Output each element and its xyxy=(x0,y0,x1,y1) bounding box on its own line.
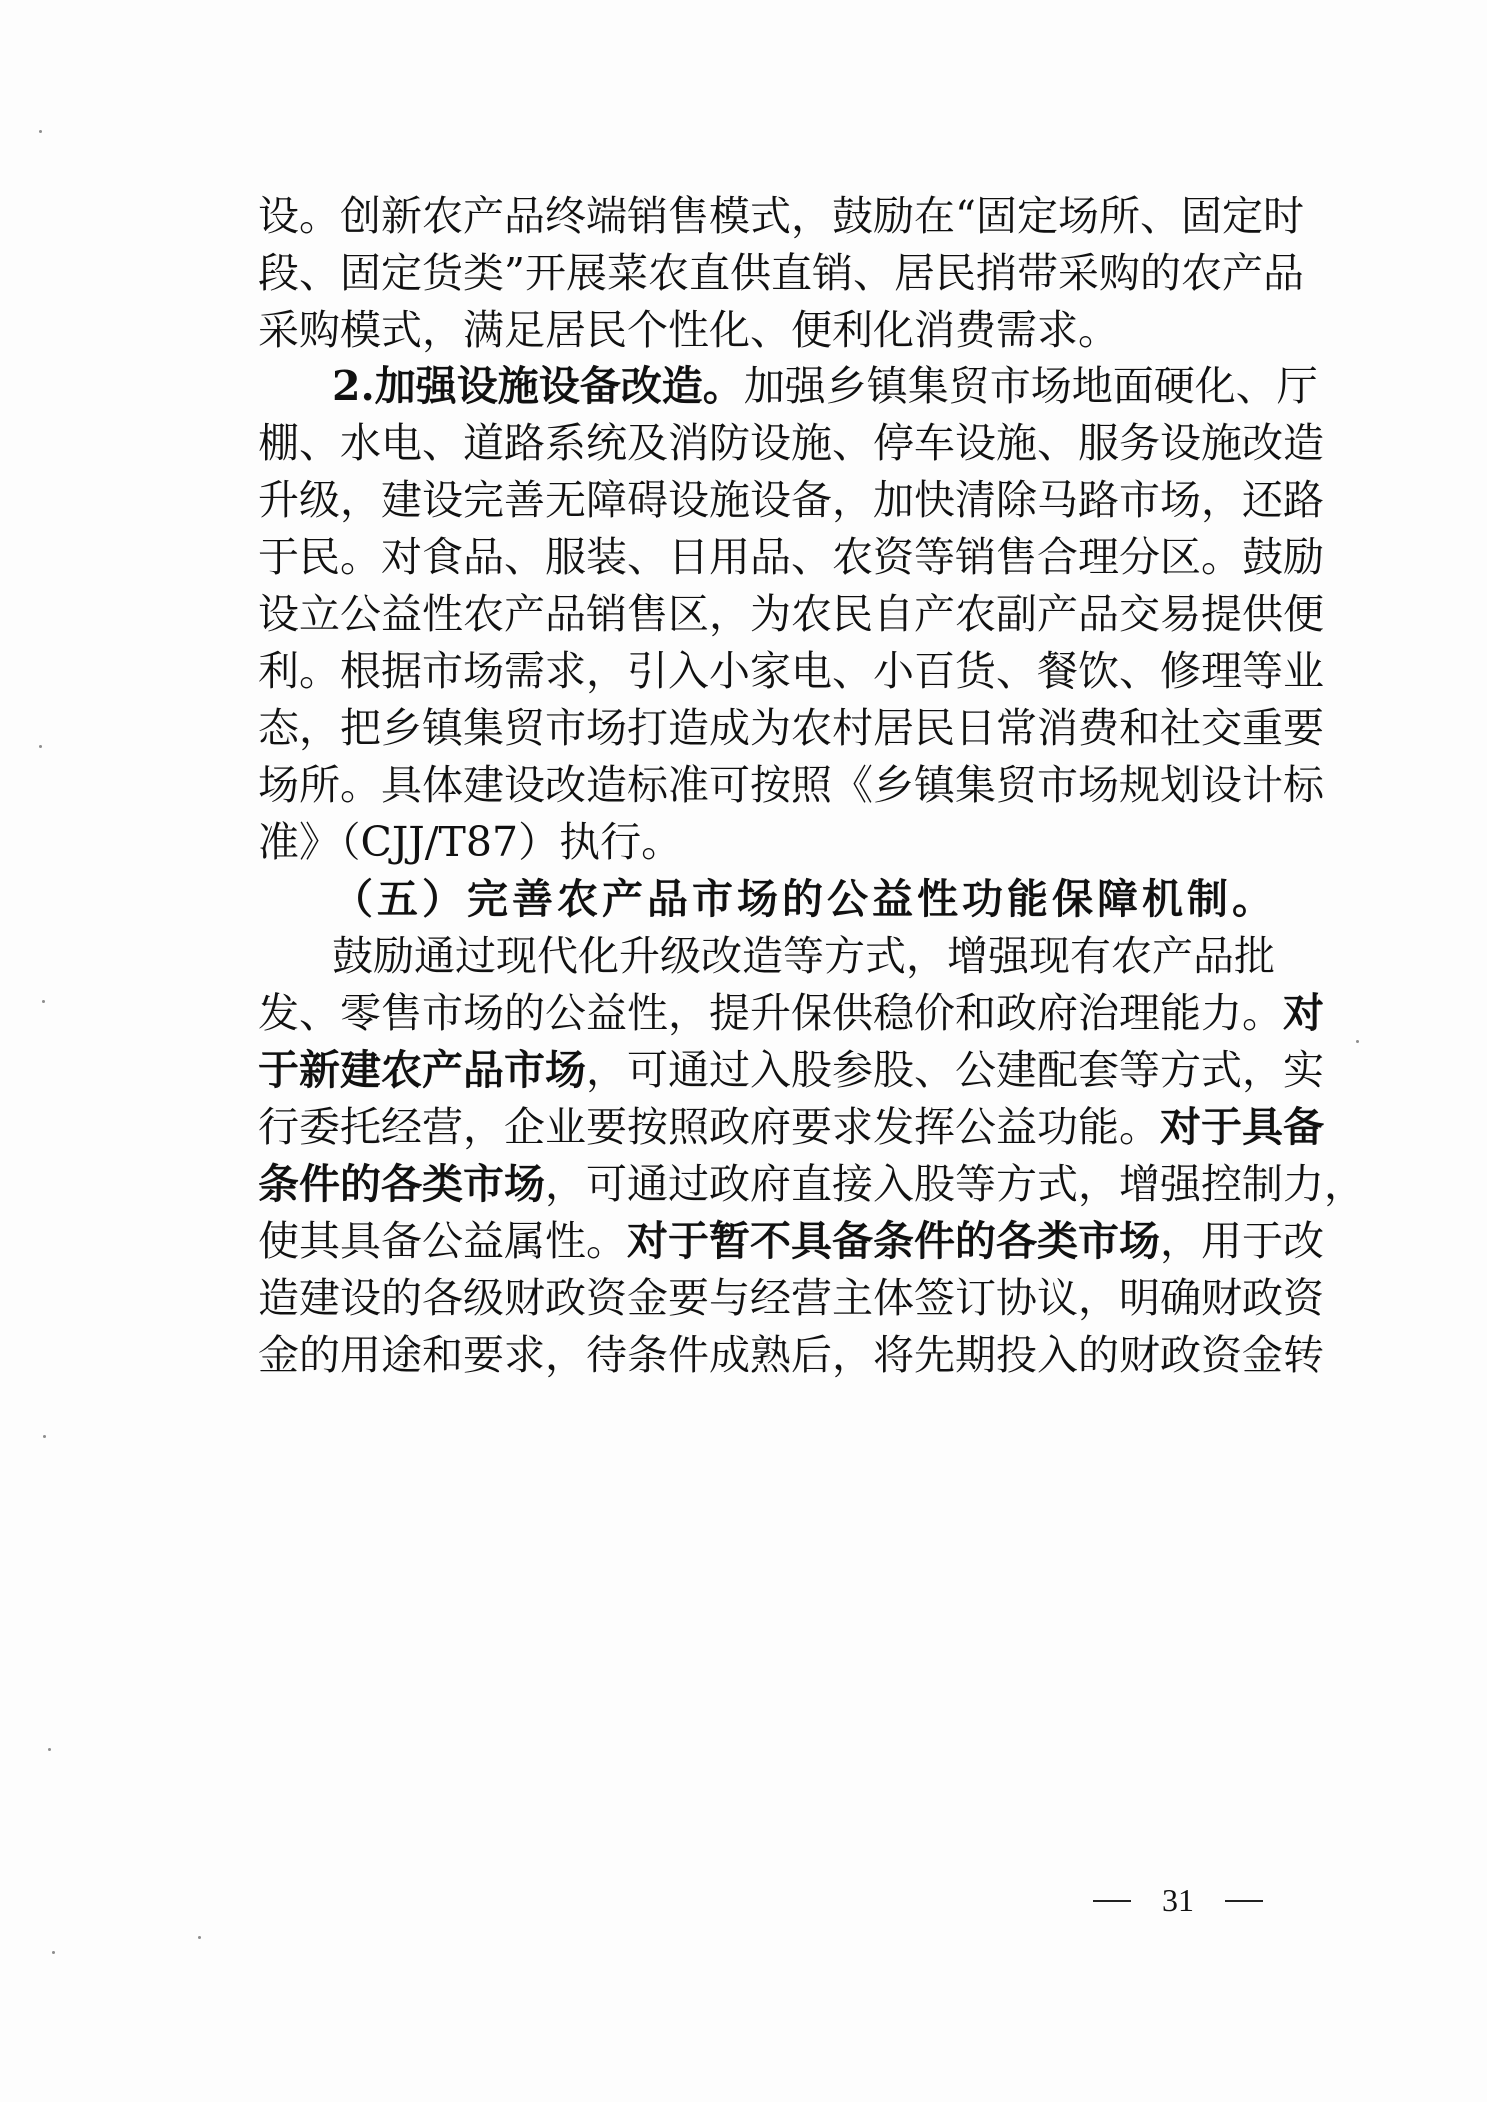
section-heading-text: （五）完善农产品市场的公益性功能保障机制。 xyxy=(332,875,1277,923)
body-text-line xyxy=(258,1099,1324,1155)
body-text-line xyxy=(258,1042,1324,1098)
body-text-line xyxy=(258,985,1324,1041)
text-run: 造建设的各级财政资金要与经营主体签订协议，明确财政资 xyxy=(258,1274,1324,1322)
body-text-line xyxy=(258,529,1324,585)
body-text-line xyxy=(258,700,1324,756)
text-run: 利。根据市场需求，引入小家电、小百货、餐饮、修理等业 xyxy=(258,647,1324,695)
text-run: 发、零售市场的公益性，提升保供稳价和政府治理能力。 xyxy=(258,989,1283,1037)
scan-speck xyxy=(42,1000,45,1003)
text-run: 态，把乡镇集贸市场打造成为农村居民日常消费和社交重要 xyxy=(258,704,1324,752)
text-run: ，可通过政府直接入股等方式，增强控制力， xyxy=(545,1160,1365,1208)
body-text-line xyxy=(258,302,1226,358)
body-text-line xyxy=(258,1156,1365,1212)
body-text-line xyxy=(258,1270,1324,1326)
text-run: 于民。对食品、服装、日用品、农资等销售合理分区。鼓励 xyxy=(258,533,1324,581)
text-run: 采购模式，满足居民个性化、便利化消费需求。 xyxy=(258,306,1119,354)
text-run: 棚、水电、道路系统及消防设施、停车设施、服务设施改造 xyxy=(258,419,1324,467)
scan-speck xyxy=(39,745,42,748)
text-run: ，可通过入股参股、公建配套等方式，实 xyxy=(586,1046,1324,1094)
body-text-line xyxy=(258,1327,1324,1383)
bold-text-run: 对于具备 xyxy=(1160,1103,1324,1151)
body-text-line xyxy=(258,188,1304,244)
body-text-line xyxy=(332,928,1275,984)
body-text-line xyxy=(258,472,1324,528)
bold-text-run: 条件的各类市场 xyxy=(258,1160,545,1208)
scan-speck xyxy=(52,1951,55,1954)
body-text-line xyxy=(258,814,1226,870)
text-run: 鼓励通过现代化升级改造等方式，增强现有农产品批 xyxy=(332,932,1275,980)
scan-speck xyxy=(48,1748,51,1751)
text-run: 使其具备公益属性。 xyxy=(258,1217,627,1265)
text-run: 场所。具体建设改造标准可按照《乡镇集贸市场规划设计标 xyxy=(258,761,1324,809)
page-number-dash-left xyxy=(1093,1900,1131,1902)
subsection-heading: 2.加强设施设备改造。 xyxy=(332,362,744,410)
scan-speck xyxy=(39,130,42,133)
body-text-line xyxy=(258,643,1324,699)
body-text-line xyxy=(258,1213,1324,1269)
body-text-line xyxy=(258,586,1324,642)
page-number-value: 31 xyxy=(1162,1882,1194,1918)
body-text-line xyxy=(258,415,1324,471)
bold-text-run: 于新建农产品市场 xyxy=(258,1046,586,1094)
text-run: 行委托经营，企业要按照政府要求发挥公益功能。 xyxy=(258,1103,1160,1151)
text-run: 设。创新农产品终端销售模式，鼓励在“固定场所、固定时 xyxy=(258,192,1304,240)
scan-speck xyxy=(198,1936,201,1939)
text-run: 段、固定货类”开展菜农直供直销、居民捎带采购的农产品 xyxy=(258,249,1304,297)
subsection-line xyxy=(332,358,1318,414)
page-number-dash-right xyxy=(1225,1900,1263,1902)
text-run: 加强乡镇集贸市场地面硬化、厅 xyxy=(743,362,1318,410)
text-run: 金的用途和要求，待条件成熟后，将先期投入的财政资金转 xyxy=(258,1331,1324,1379)
text-run: 设立公益性农产品销售区，为农民自产农副产品交易提供便 xyxy=(258,590,1324,638)
body-text-line xyxy=(258,245,1304,301)
body-text-line xyxy=(258,757,1324,813)
page-number xyxy=(1093,1878,1263,1922)
bold-text-run: 对 xyxy=(1283,989,1324,1037)
text-run: ，用于改 xyxy=(1160,1217,1324,1265)
bold-text-run: 对于暂不具备条件的各类市场 xyxy=(627,1217,1160,1265)
scan-speck xyxy=(1356,1040,1359,1043)
scan-speck xyxy=(43,1435,46,1438)
text-run: 准》（CJJ/T87）执行。 xyxy=(258,818,683,866)
text-run: 升级，建设完善无障碍设施设备，加快清除马路市场，还路 xyxy=(258,476,1324,524)
section-heading xyxy=(332,871,1277,927)
